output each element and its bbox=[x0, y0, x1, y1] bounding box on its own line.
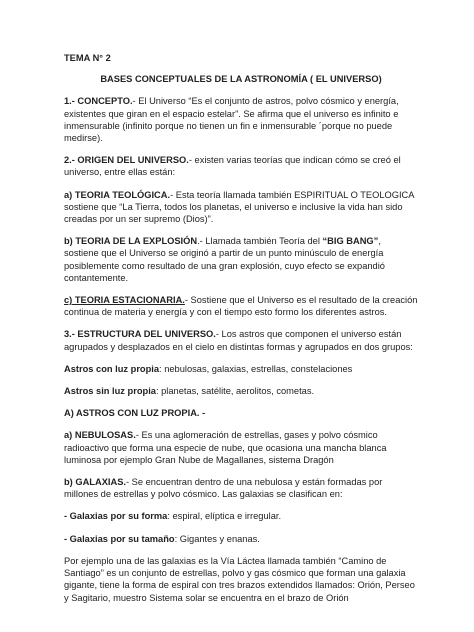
big-bang-term: “BIG BANG” bbox=[322, 236, 379, 247]
section-text: - existen varias teorías que indican cómo se creó el universo, entre ellas están: bbox=[64, 155, 401, 178]
theory-label: c) TEORIA ESTACIONARIA. bbox=[64, 295, 185, 306]
theory-estacionaria bbox=[64, 294, 418, 318]
topic-number: TEMA N° 2 bbox=[64, 53, 111, 63]
item-text: - Es una aglomeración de estrellas, gases y polvo cósmico radioactivo que forma una especie de nube, que ocasiona una mancha blanca luminosa por ejemplo Gran Nube de Magallanes, sistema Dragón bbox=[64, 430, 387, 465]
paragraph-via-lactea: Por ejemplo una de las galaxias es la Vía Láctea llamada también “Camino de Santiago” es un conjunto de estrellas, polvo y gas cósmico que forman una galaxia gigante, tiene la forma de espiral con tres brazos extendidos llamados: Orión, Perseo y Sagitario, muestro Sistema solar se encuentra en el brazo de Orión bbox=[64, 555, 415, 603]
section-estructura bbox=[64, 328, 418, 352]
item-label: - Galaxias por su forma bbox=[64, 511, 168, 522]
group-con-luz bbox=[64, 363, 418, 375]
theory-teologica bbox=[64, 189, 418, 226]
section-concepto bbox=[64, 95, 418, 144]
item-nebulosas bbox=[64, 429, 418, 466]
item-label: - Galaxias por su tamaño bbox=[64, 533, 175, 544]
item-label: b) GALAXIAS. bbox=[64, 477, 126, 488]
theory-label: b) TEORIA DE LA EXPLOSIÓN bbox=[64, 236, 198, 247]
group-text: : planetas, satélite, aerolitos, cometas. bbox=[155, 386, 315, 397]
group-label: Astros sin luz propia bbox=[64, 386, 156, 397]
page-title: BASES CONCEPTUALES DE LA ASTRONOMÍA ( EL UNIVERSO) bbox=[100, 74, 382, 85]
group-text: : nebulosas, galaxias, estrellas, constelaciones bbox=[159, 363, 353, 374]
section-label: 1.- CONCEPTO. bbox=[64, 96, 133, 107]
item-text: : espiral, elíptica e irregular. bbox=[167, 511, 282, 522]
theory-text: - Sostiene que el Universo es el resultado de la creación continua de materia y energía y con el tiempo esto formo los diferentes astros. bbox=[64, 295, 418, 318]
item-text: : Gigantes y enanas. bbox=[174, 533, 260, 544]
section-label: 3.- ESTRUCTURA DEL UNIVERSO. bbox=[64, 329, 216, 340]
section-text: - Los astros que componen el universo están agrupados y desplazados en el cielo en distintas formas y agrupados en dos grupos: bbox=[64, 329, 413, 352]
theory-explosion bbox=[64, 235, 418, 284]
subsection-heading: A) ASTROS CON LUZ PROPIA. - bbox=[64, 408, 206, 419]
item-label: a) NEBULOSAS. bbox=[64, 430, 136, 441]
theory-text: , sostiene que el Universo se originó a partir de un punto minúsculo de energía posiblemente como resultado de una gran explosión, cuyo efecto se expandió contantemente. bbox=[64, 236, 385, 283]
section-text: - El Universo “Es el conjunto de astros, polvo cósmico y energía, existentes que giran en el espacio estelar”. Se afirma que el universo es infinito e inmensurable (infinito porque no tienen un fin e inmensurable ´porque no puede medirse). bbox=[64, 96, 399, 144]
group-label: Astros con luz propia bbox=[64, 363, 160, 374]
section-label: 2.- ORIGEN DEL UNIVERSO. bbox=[64, 155, 189, 166]
theory-text: - Esta teoría llamada también ESPIRITUAL O TEOLOGICA sostiene que “La Tierra, todos los planetas, el universo e inclusive la vida han sido creadas por un ser supremo (Dios)”. bbox=[64, 189, 414, 225]
galaxias-tamano bbox=[64, 533, 418, 545]
item-text: - Se encuentran dentro de una nebulosa y están formadas por millones de estrellas y polvo cósmico. Las galaxias se clasifican en: bbox=[64, 477, 383, 500]
galaxias-forma bbox=[64, 510, 418, 522]
section-origen bbox=[64, 154, 418, 178]
theory-label: a) TEORIA TEOLÓGICA. bbox=[64, 189, 171, 200]
item-galaxias bbox=[64, 476, 418, 500]
group-sin-luz bbox=[64, 385, 418, 397]
theory-text: .- Llamada también Teoría del bbox=[197, 236, 323, 247]
